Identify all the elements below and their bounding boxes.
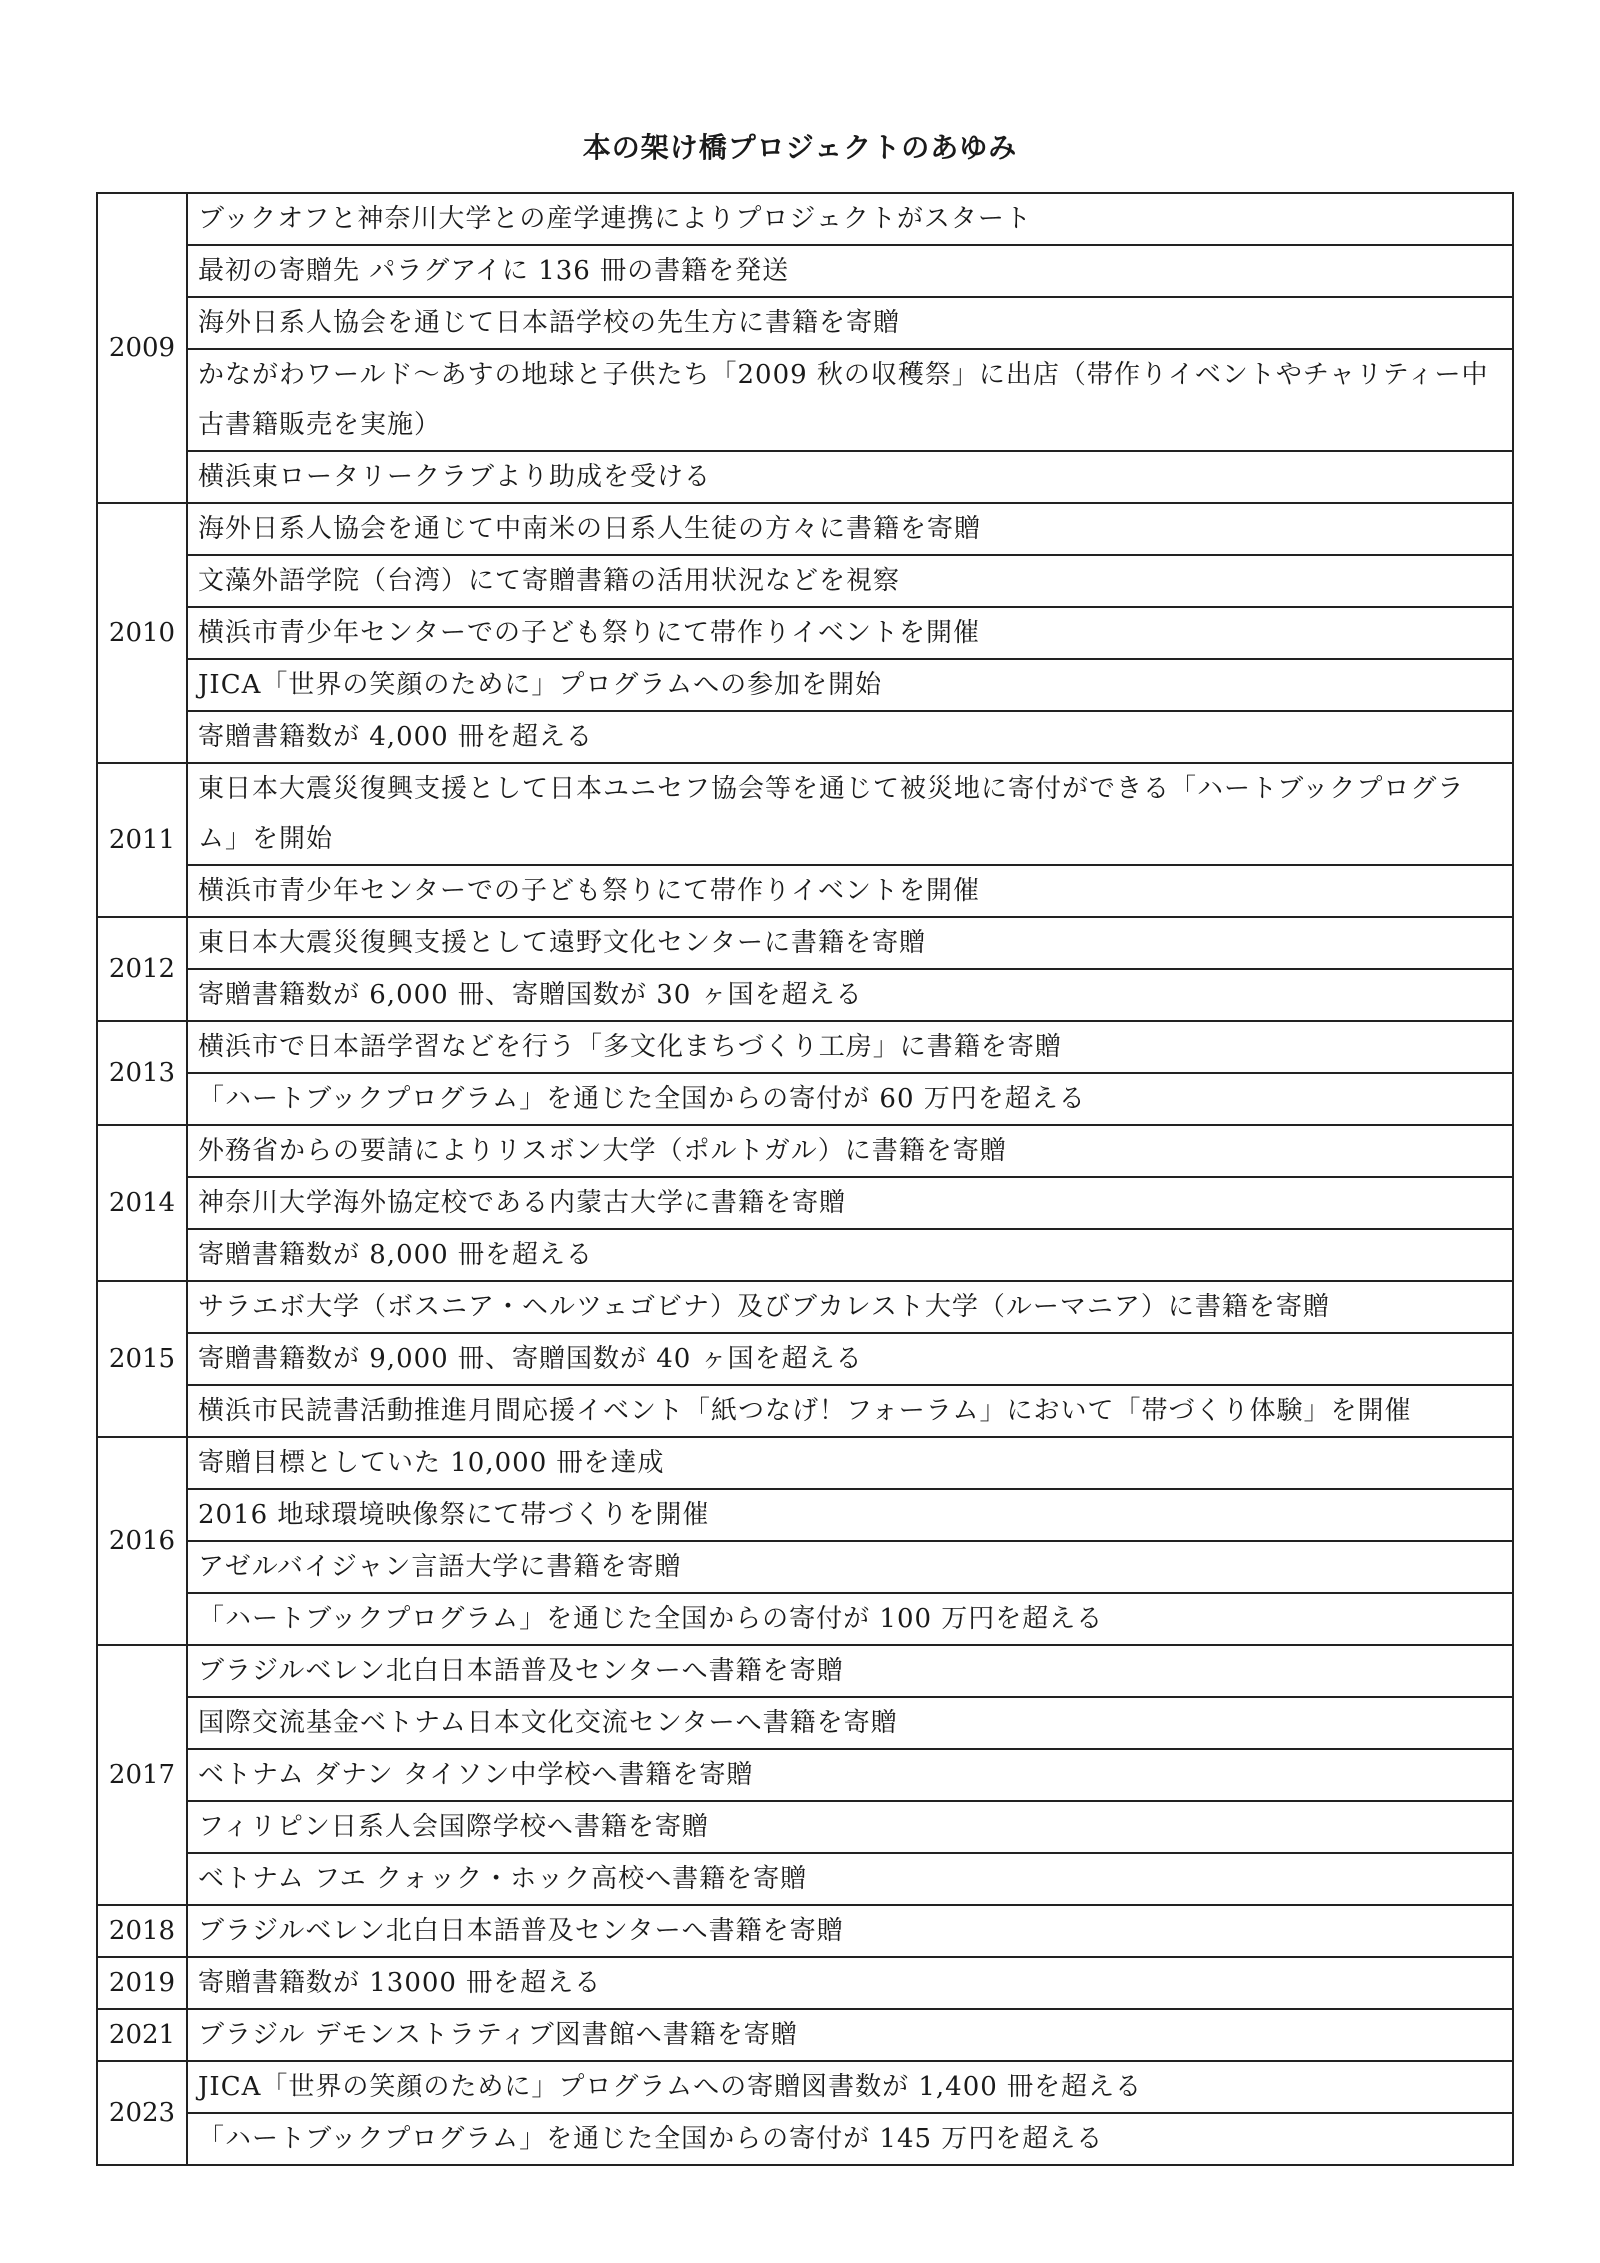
year-cell: 2023 (97, 2061, 187, 2165)
event-cell: 海外日系人協会を通じて日本語学校の先生方に書籍を寄贈 (187, 297, 1513, 349)
event-cell: 横浜市青少年センターでの子ども祭りにて帯作りイベントを開催 (187, 865, 1513, 917)
table-row (97, 1281, 1513, 1333)
event-cell: 寄贈書籍数が 6,000 冊、寄贈国数が 30 ヶ国を超える (187, 969, 1513, 1021)
event-cell: 寄贈書籍数が 13000 冊を超える (187, 1957, 1513, 2009)
event-cell: 「ハートブックプログラム」を通じた全国からの寄付が 145 万円を超える (187, 2113, 1513, 2165)
event-cell: アゼルバイジャン言語大学に書籍を寄贈 (187, 1541, 1513, 1593)
table-row (97, 1697, 1513, 1749)
table-row (97, 1593, 1513, 1645)
year-cell: 2013 (97, 1021, 187, 1125)
event-cell: ブラジル デモンストラティブ図書館へ書籍を寄贈 (187, 2009, 1513, 2061)
table-row (97, 1905, 1513, 1957)
event-cell: サラエボ大学（ボスニア・ヘルツェゴビナ）及びブカレスト大学（ルーマニア）に書籍を寄贈 (187, 1281, 1513, 1333)
table-row (97, 711, 1513, 763)
table-row (97, 1541, 1513, 1593)
year-cell: 2011 (97, 763, 187, 917)
event-cell: 寄贈書籍数が 8,000 冊を超える (187, 1229, 1513, 1281)
year-cell: 2017 (97, 1645, 187, 1905)
year-cell: 2021 (97, 2009, 187, 2061)
table-row (97, 1385, 1513, 1437)
table-row (97, 245, 1513, 297)
table-row (97, 1437, 1513, 1489)
table-row (97, 1489, 1513, 1541)
event-cell: 横浜市青少年センターでの子ども祭りにて帯作りイベントを開催 (187, 607, 1513, 659)
table-row (97, 1333, 1513, 1385)
table-row (97, 865, 1513, 917)
table-row (97, 1853, 1513, 1905)
table-row (97, 297, 1513, 349)
year-cell: 2019 (97, 1957, 187, 2009)
table-row (97, 2009, 1513, 2061)
table-row (97, 1177, 1513, 1229)
event-cell: 東日本大震災復興支援として日本ユニセフ協会等を通じて被災地に寄付ができる「ハートブックプログラム」を開始 (187, 763, 1513, 865)
event-cell: 海外日系人協会を通じて中南米の日系人生徒の方々に書籍を寄贈 (187, 503, 1513, 555)
event-cell: 神奈川大学海外協定校である内蒙古大学に書籍を寄贈 (187, 1177, 1513, 1229)
table-row (97, 1749, 1513, 1801)
event-cell: 最初の寄贈先 パラグアイに 136 冊の書籍を発送 (187, 245, 1513, 297)
year-cell: 2010 (97, 503, 187, 763)
event-cell: 2016 地球環境映像祭にて帯づくりを開催 (187, 1489, 1513, 1541)
table-row (97, 1021, 1513, 1073)
table-row (97, 1645, 1513, 1697)
event-cell: 横浜市民読書活動推進月間応援イベント「紙つなげ！フォーラム」において「帯づくり体験」を開催 (187, 1385, 1513, 1437)
table-row (97, 917, 1513, 969)
event-cell: 寄贈目標としていた 10,000 冊を達成 (187, 1437, 1513, 1489)
event-cell: 外務省からの要請によりリスボン大学（ポルトガル）に書籍を寄贈 (187, 1125, 1513, 1177)
event-cell: 国際交流基金ベトナム日本文化交流センターへ書籍を寄贈 (187, 1697, 1513, 1749)
table-row (97, 1125, 1513, 1177)
year-cell: 2016 (97, 1437, 187, 1645)
table-row (97, 193, 1513, 245)
event-cell: JICA「世界の笑顔のために」プログラムへの寄贈図書数が 1,400 冊を超える (187, 2061, 1513, 2113)
timeline-table (96, 192, 1514, 2166)
table-row (97, 1957, 1513, 2009)
year-cell: 2012 (97, 917, 187, 1021)
event-cell: ベトナム ダナン タイソン中学校へ書籍を寄贈 (187, 1749, 1513, 1801)
event-cell: フィリピン日系人会国際学校へ書籍を寄贈 (187, 1801, 1513, 1853)
event-cell: 寄贈書籍数が 4,000 冊を超える (187, 711, 1513, 763)
year-cell: 2018 (97, 1905, 187, 1957)
event-cell: 「ハートブックプログラム」を通じた全国からの寄付が 60 万円を超える (187, 1073, 1513, 1125)
year-cell: 2015 (97, 1281, 187, 1437)
table-row (97, 1801, 1513, 1853)
year-cell: 2009 (97, 193, 187, 503)
table-row (97, 503, 1513, 555)
event-cell: ブックオフと神奈川大学との産学連携によりプロジェクトがスタート (187, 193, 1513, 245)
year-cell: 2014 (97, 1125, 187, 1281)
table-row (97, 2061, 1513, 2113)
table-row (97, 1073, 1513, 1125)
table-row (97, 659, 1513, 711)
event-cell: JICA「世界の笑顔のために」プログラムへの参加を開始 (187, 659, 1513, 711)
table-row (97, 607, 1513, 659)
event-cell: 横浜市で日本語学習などを行う「多文化まちづくり工房」に書籍を寄贈 (187, 1021, 1513, 1073)
timeline-body (97, 193, 1513, 2165)
table-row (97, 763, 1513, 865)
table-row (97, 1229, 1513, 1281)
event-cell: ベトナム フエ クォック・ホック高校へ書籍を寄贈 (187, 1853, 1513, 1905)
table-row (97, 451, 1513, 503)
event-cell: ブラジルベレン北白日本語普及センターへ書籍を寄贈 (187, 1905, 1513, 1957)
table-row (97, 349, 1513, 451)
table-row (97, 969, 1513, 1021)
event-cell: 寄贈書籍数が 9,000 冊、寄贈国数が 40 ヶ国を超える (187, 1333, 1513, 1385)
event-cell: 文藻外語学院（台湾）にて寄贈書籍の活用状況などを視察 (187, 555, 1513, 607)
event-cell: 「ハートブックプログラム」を通じた全国からの寄付が 100 万円を超える (187, 1593, 1513, 1645)
page-title: 本の架け橋プロジェクトのあゆみ (582, 131, 1018, 164)
event-cell: かながわワールド～あすの地球と子供たち「2009 秋の収穫祭」に出店（帯作りイベントやチャリティー中古書籍販売を実施） (187, 349, 1513, 451)
table-row (97, 2113, 1513, 2165)
event-cell: ブラジルベレン北白日本語普及センターへ書籍を寄贈 (187, 1645, 1513, 1697)
event-cell: 横浜東ロータリークラブより助成を受ける (187, 451, 1513, 503)
table-row (97, 555, 1513, 607)
event-cell: 東日本大震災復興支援として遠野文化センターに書籍を寄贈 (187, 917, 1513, 969)
